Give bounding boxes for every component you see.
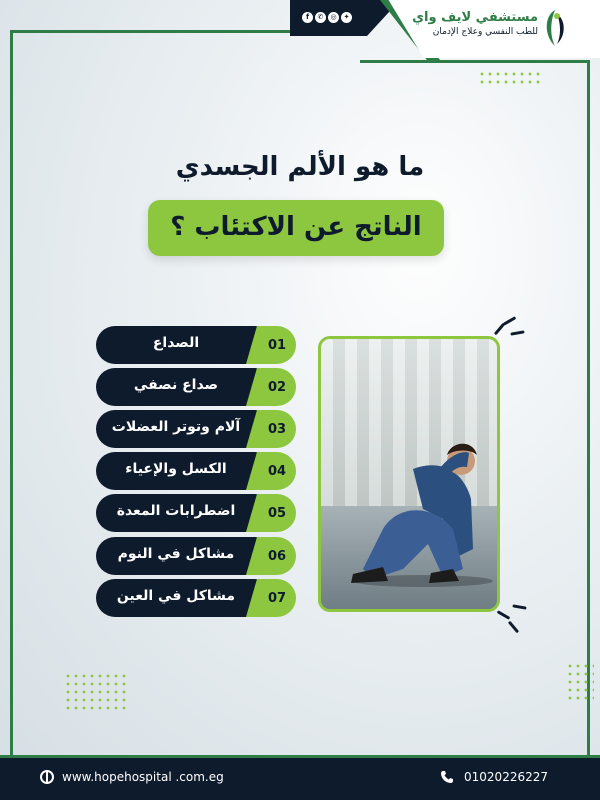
frame-line-left — [10, 30, 13, 755]
list-item-label: صداع نصفي — [133, 377, 219, 393]
dots-decoration-left — [64, 672, 128, 712]
frame-line-top-left — [10, 30, 305, 33]
footer-website[interactable] — [40, 770, 224, 784]
list-item-label: الكسل والإعياء — [125, 461, 227, 477]
phone-icon — [440, 770, 454, 784]
frame-line-top-right — [360, 60, 590, 63]
list-item-label: مشاكل في النوم — [117, 546, 235, 562]
hospital-subtitle: للطب النفسي وعلاج الإدمان — [432, 27, 538, 37]
twitter-icon[interactable]: ✦ — [341, 12, 352, 23]
list-item — [96, 537, 296, 575]
list-item — [96, 452, 296, 490]
footer-phone[interactable] — [440, 770, 548, 784]
whatsapp-icon[interactable]: ✆ — [315, 12, 326, 23]
hospital-name: مستشفي لايف واي — [412, 10, 538, 25]
list-item-number: 03 — [267, 422, 287, 437]
dots-decoration-top — [478, 70, 542, 86]
list-item-number: 07 — [267, 591, 287, 606]
list-item-number: 05 — [267, 506, 287, 521]
list-item — [96, 326, 296, 364]
instagram-icon[interactable]: ◎ — [328, 12, 339, 23]
sitting-person-figure — [343, 409, 493, 589]
list-item-number: 06 — [267, 549, 287, 564]
list-item-label: الصداع — [152, 335, 200, 351]
hospital-logo-icon — [540, 6, 570, 50]
depressed-man-photo — [318, 336, 500, 612]
globe-icon — [40, 770, 54, 784]
title-line-2: الناتج عن الاكتئاب ؟ — [170, 212, 422, 242]
facebook-icon[interactable]: f — [302, 12, 313, 23]
list-item-label: آلام وتوتر العضلات — [111, 419, 241, 435]
list-item — [96, 410, 296, 448]
list-item-number: 04 — [267, 464, 287, 479]
list-item-number: 02 — [267, 380, 287, 395]
list-item-number: 01 — [267, 338, 287, 353]
dots-decoration-right — [566, 662, 594, 702]
logo — [412, 10, 538, 37]
list-item — [96, 579, 296, 617]
list-item-label: اضطرابات المعدة — [116, 503, 236, 519]
phone-number[interactable]: 01020226227 — [464, 770, 548, 784]
website-link[interactable]: www.hopehospital .com.eg — [62, 770, 224, 784]
list-item-label: مشاكل في العين — [116, 588, 236, 604]
social-icons — [302, 12, 352, 23]
list-item — [96, 494, 296, 532]
list-item — [96, 368, 296, 406]
title-line-1: ما هو الألم الجسدي — [175, 152, 425, 182]
